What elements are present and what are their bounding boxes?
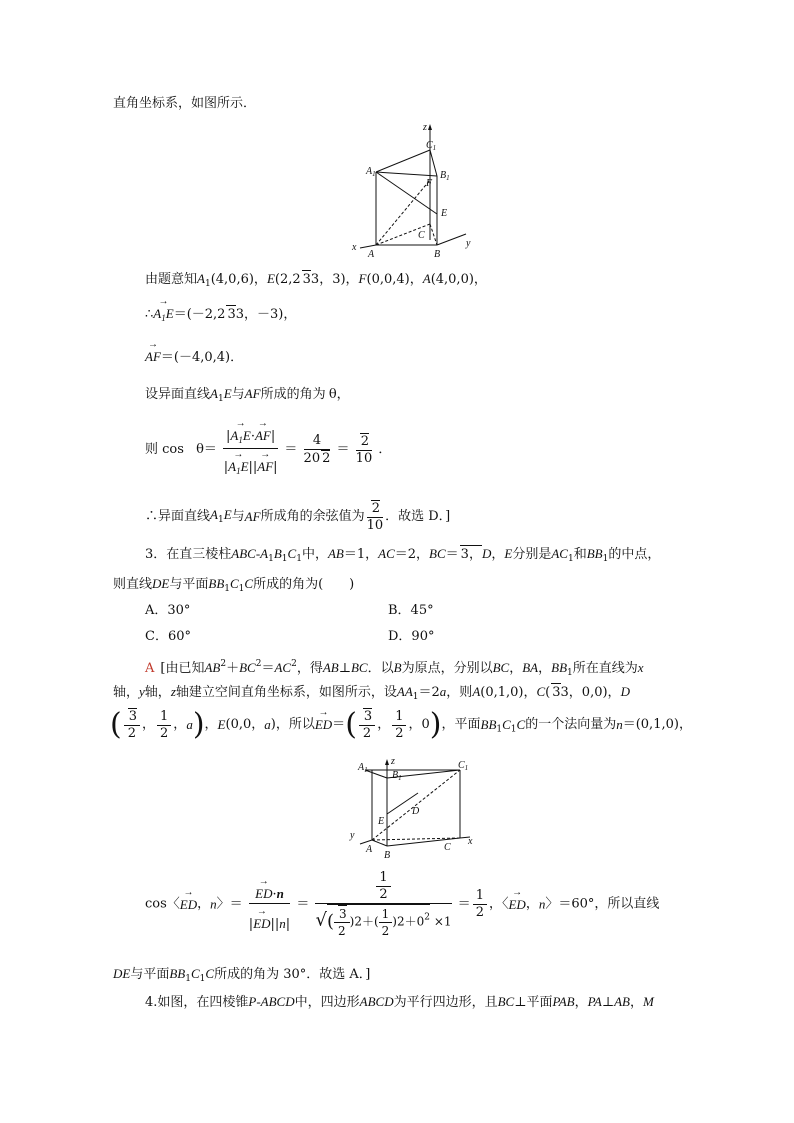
fig2-label-b1: $B_1$ [392, 770, 402, 782]
fig1-label-y: y [466, 238, 471, 249]
fig2-label-z: z [391, 758, 395, 767]
fig2-label-c1: $C_1$ [458, 760, 469, 772]
fig2-label-a: A [366, 844, 373, 855]
solution-line-2: ∴→ $A_1E=(-2,2$ 33，－3)， [145, 305, 296, 327]
fig1-label-b: B [434, 249, 441, 260]
question-3-line-2: 则直线DE与平面$BB_1C_1C$所成的角为( ) [113, 576, 355, 594]
answer-3-line-2: 轴，y轴，z轴建立空间直角坐标系，如图所示，设$AA_1=2a$，则A(0,1,0)，C( 33，0,0)，D [113, 684, 630, 702]
answer-3-line-3: ( $\frac{3}{2}$ ， $\frac{1}{2}$ ，a)，E(0,0，a)，所以→ ED＝( $\frac{3}{2}$ ， $\frac{1}{2}$ ，0)，平面$BB_1C_1C$的一个法向量为n＝(0,1,0)， [110, 708, 692, 748]
option-b[interactable]: B．45° [388, 603, 434, 618]
solution-line-4: 设异面直线$A_1E$与AF所成的角为 θ， [145, 386, 350, 404]
fig1-label-z: z [423, 122, 427, 133]
fig1-label-a: A [368, 249, 375, 260]
option-c[interactable]: C．60° [145, 629, 191, 644]
prism-figure-1 [340, 120, 490, 260]
fig2-label-x: x [468, 836, 473, 847]
intro-text: 直角坐标系，如图所示． [113, 96, 257, 111]
fig2-label-e: E [378, 816, 385, 827]
answer-mark: A [145, 661, 155, 676]
prism-figure-2 [340, 758, 480, 862]
cos-equation: cos〈→ ED，n〉＝ → $\frac{ED\cdot n}{|\to ED||n|}$ ＝ $\frac{1}{2}$ √( $\frac{3}{2}$ )2＋( $\frac{1}{2}$ )$2+0^2 \times 1$ ＝ $\frac{1}{2}$ ，〈→ ED，n〉＝60°，所以直线 [145, 870, 659, 948]
fig2-label-c: C [444, 842, 451, 853]
fig1-label-f: F [426, 178, 433, 189]
solution-line-6: ∴异面直线$A_1E$与AF所成角的余弦值为 $\frac{2}{10}$ ．故选 D．] [145, 501, 451, 533]
question-3-line-1: 3．在直三棱柱ABC-$A_1B_1C_1$中，AB＝1，AC＝2，BC＝ 3，D，E分别是$AC_1$和$BB_1$的中点， [145, 546, 661, 564]
answer-3-conclusion: DE与平面$BB_1C_1C$所成的角为 30°．故选 A．] [113, 966, 371, 984]
fig2-label-b: B [384, 850, 391, 861]
fig1-label-c1: $C_1$ [426, 140, 437, 152]
fig1-label-b1: $B_1$ [440, 170, 450, 182]
solution-line-3: → AF＝(－4,0,4)． [145, 348, 243, 367]
option-a[interactable]: A．30° [145, 603, 191, 618]
fig2-label-a1: $A_1$ [358, 762, 368, 774]
fig1-label-c: C [418, 230, 425, 241]
fig2-label-y: y [350, 830, 355, 841]
question-4-line-1: 4.如图，在四棱锥P-ABCD中，四边形ABCD为平行四边形，且BC⊥平面PAB，PA⊥AB，M [145, 994, 654, 1010]
solution-line-5: 则 cos θ＝ $\frac{|\to A_1E\cdot\to AF|}{|\to A_1E||\to AF|}$ ＝ $\frac{4}{20 2}$ ＝ $\frac{2}{10}$ ． [145, 420, 391, 480]
option-d[interactable]: D．90° [388, 629, 435, 644]
fig2-label-d: D [412, 806, 420, 817]
fig1-label-a1: $A_1$ [366, 166, 376, 178]
fig1-label-x: x [352, 242, 357, 253]
answer-3-line-1: A [由已知$AB^2+BC^2=AC^2$，得AB⊥BC．以B为原点，分别以BC，BA，$BB_1$所在直线为x [145, 659, 644, 678]
solution-line-1: 由题意知$A_1(4,0,6)$，E(2,2 33，3)，F(0,0,4)，A(4,0,0)， [145, 271, 487, 289]
fig1-label-e: E [441, 208, 448, 219]
